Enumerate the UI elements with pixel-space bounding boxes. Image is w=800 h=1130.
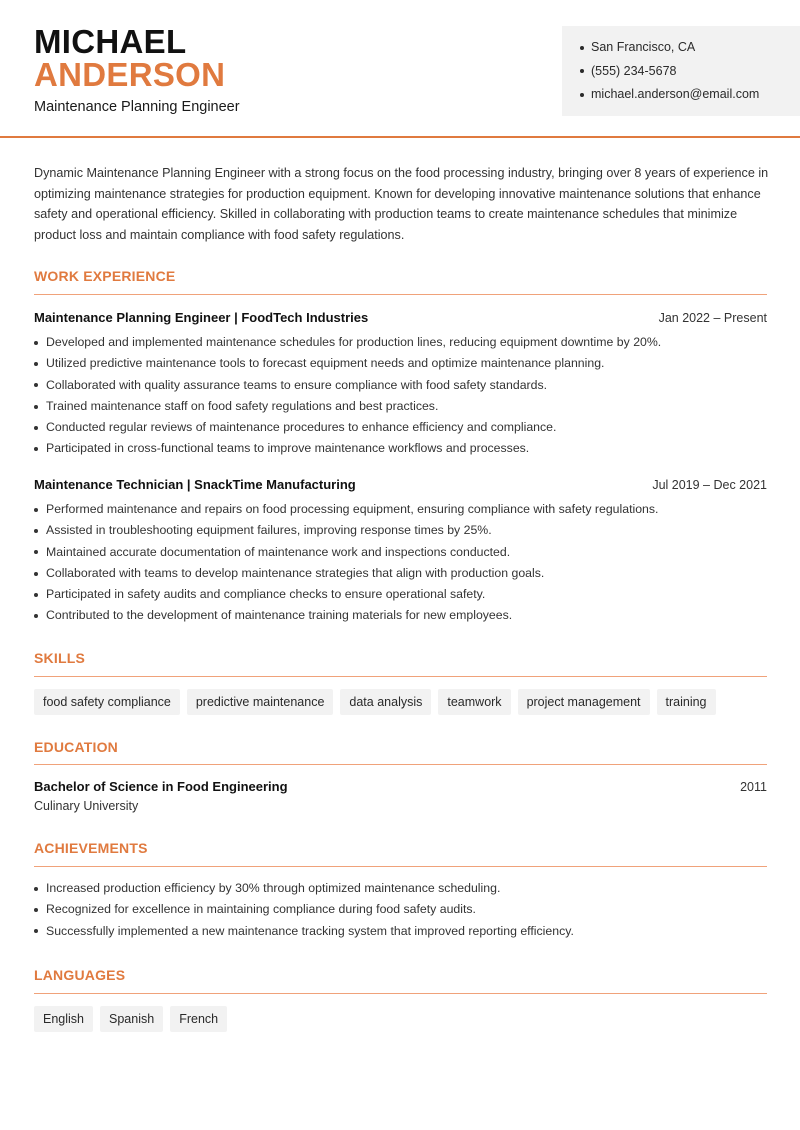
bullet-text: Collaborated with quality assurance teams to ensure compliance with food safety standards. [46, 377, 548, 392]
job-entry-header [34, 477, 767, 492]
achievements-list [34, 878, 774, 942]
bullet-text: Conducted regular reviews of maintenance procedures to enhance efficiency and compliance. [46, 420, 557, 435]
list-item [34, 438, 774, 459]
bullet-icon [34, 908, 38, 912]
section-divider [34, 866, 767, 867]
resume-header [0, 0, 800, 138]
bullet-icon [34, 362, 38, 366]
bullet-text: Trained maintenance staff on food safety regulations and best practices. [46, 398, 439, 413]
bullet-icon [34, 383, 38, 387]
list-item [34, 417, 774, 438]
list-item [34, 499, 774, 520]
bullet-icon [34, 614, 38, 618]
list-item [34, 605, 774, 626]
bullet-icon [34, 929, 38, 933]
bullet-icon [580, 93, 584, 97]
section-title-languages: LANGUAGES [34, 967, 126, 983]
bullet-text: Maintained accurate documentation of maintenance work and inspections conducted. [46, 544, 511, 559]
bullet-icon [34, 550, 38, 554]
skill-tag: teamwork [438, 689, 510, 715]
skills-list [34, 689, 716, 715]
language-tag: French [170, 1006, 227, 1032]
bullet-icon [34, 426, 38, 430]
section-divider [34, 764, 767, 765]
bullet-icon [580, 46, 584, 50]
bullet-text: Recognized for excellence in maintaining compliance during food safety audits. [46, 902, 476, 917]
bullet-text: Utilized predictive maintenance tools to forecast equipment needs and optimize maintenance planning. [46, 356, 605, 371]
contact-email [580, 83, 800, 107]
section-divider [34, 993, 767, 994]
education-degree: Bachelor of Science in Food Engineering [34, 779, 288, 794]
languages-list [34, 1006, 227, 1032]
job-entry-header [34, 310, 767, 325]
section-divider [34, 676, 767, 677]
list-item [34, 584, 774, 605]
summary: Dynamic Maintenance Planning Engineer with a strong focus on the food processing industry, bringing over 8 years of experience in optimizing maintenance strategies for production equipment. Known for developing innovative maintenance solutions that enhance safety and operational efficiency. Skilled in collaborating with production teams to create maintenance schedules that minimize product loss and maintain compliance with food safety regulations. [34, 166, 769, 243]
bullet-icon [34, 529, 38, 533]
bullet-icon [580, 69, 584, 73]
list-item [34, 542, 774, 563]
bullet-icon [34, 572, 38, 576]
job-dates: Jul 2019 – Dec 2021 [652, 478, 767, 492]
list-item [34, 396, 774, 417]
list-item [34, 899, 774, 920]
bullet-text: Successfully implemented a new maintenance tracking system that improved reporting efficiency. [46, 923, 574, 938]
list-item [34, 332, 774, 353]
bullet-text: Participated in cross-functional teams to improve maintenance workflows and processes. [46, 441, 530, 456]
bullet-text: Contributed to the development of maintenance training materials for new employees. [46, 608, 513, 623]
contact-location-text: San Francisco, CA [591, 40, 696, 55]
bullet-icon [34, 405, 38, 409]
section-title-education: EDUCATION [34, 739, 118, 755]
section-divider [34, 294, 767, 295]
bullet-text: Participated in safety audits and compliance checks to ensure operational safety. [46, 587, 486, 602]
skill-tag: data analysis [340, 689, 431, 715]
list-item [34, 563, 774, 584]
skill-tag: project management [518, 689, 650, 715]
job-title-company: Maintenance Planning Engineer | FoodTech Industries [34, 310, 369, 325]
skill-tag: predictive maintenance [187, 689, 334, 715]
bullet-text: Collaborated with teams to develop maintenance strategies that align with production goals. [46, 565, 545, 580]
bullet-icon [34, 341, 38, 345]
first-name: MICHAEL [34, 23, 187, 60]
contact-phone [580, 60, 800, 84]
skill-tag: training [657, 689, 716, 715]
education-school: Culinary University [34, 799, 139, 813]
contact-phone-text: (555) 234-5678 [591, 63, 677, 78]
language-tag: Spanish [100, 1006, 163, 1032]
job-title-company: Maintenance Technician | SnackTime Manufacturing [34, 477, 356, 492]
bullet-icon [34, 593, 38, 597]
last-name: ANDERSON [34, 56, 226, 93]
bullet-icon [34, 447, 38, 451]
bullet-icon [34, 508, 38, 512]
bullet-icon [34, 887, 38, 891]
list-item [34, 375, 774, 396]
bullet-text: Performed maintenance and repairs on food processing equipment, ensuring compliance with safety regulations. [46, 502, 659, 516]
list-item [34, 520, 774, 541]
job-title: Maintenance Planning Engineer [34, 99, 240, 115]
skill-tag: food safety compliance [34, 689, 180, 715]
contact-box [562, 26, 800, 116]
section-title-work: WORK EXPERIENCE [34, 268, 176, 284]
bullet-text: Increased production efficiency by 30% through optimized maintenance scheduling. [46, 881, 501, 895]
job-bullets [34, 332, 774, 460]
section-title-skills: SKILLS [34, 650, 85, 666]
job-dates: Jan 2022 – Present [658, 311, 767, 325]
bullet-text: Assisted in troubleshooting equipment failures, improving response times by 25%. [46, 523, 492, 538]
education-year: 2011 [740, 780, 767, 794]
contact-location [580, 36, 800, 60]
education-entry-header [34, 779, 767, 794]
list-item [34, 921, 774, 942]
language-tag: English [34, 1006, 93, 1032]
contact-email-text: michael.anderson@email.com [591, 87, 760, 102]
job-bullets [34, 499, 774, 627]
bullet-text: Developed and implemented maintenance schedules for production lines, reducing equipment downtime by 20%. [46, 335, 662, 349]
list-item [34, 878, 774, 899]
section-title-achievements: ACHIEVEMENTS [34, 840, 148, 856]
list-item [34, 353, 774, 374]
